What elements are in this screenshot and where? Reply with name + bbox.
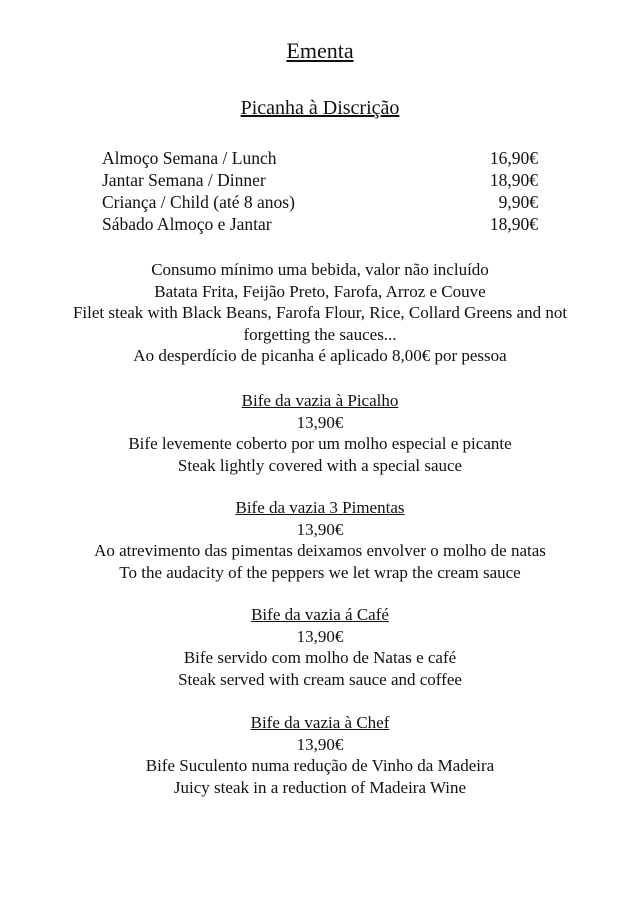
dish-desc-en: Steak served with cream sauce and coffee — [178, 669, 462, 689]
price-value: 18,90€ — [489, 214, 538, 234]
note-line: Ao desperdício de picanha é aplicado 8,00€ por pessoa — [133, 346, 507, 365]
dish-price: 13,90€ — [296, 519, 344, 539]
dish-desc-pt: Bife Suculento numa redução de Vinho da Madeira — [145, 756, 495, 775]
note-line: Batata Frita, Feijão Preto, Farofa, Arroz e Couve — [154, 281, 486, 301]
dish-item — [0, 390, 640, 476]
price-value: 18,90€ — [489, 170, 538, 190]
price-value: 9,90€ — [498, 192, 538, 212]
price-row — [102, 191, 538, 213]
dish-price: 13,90€ — [296, 734, 344, 754]
dish-name: Bife da vazia à Chef — [250, 713, 390, 732]
dish-item — [0, 604, 640, 690]
note-line: Consumo mínimo uma bebida, valor não incluído — [151, 260, 489, 279]
picanha-notes — [0, 259, 640, 367]
dish-name: Bife da vazia à Picalho — [241, 391, 399, 410]
price-label: Almoço Semana / Lunch — [102, 148, 277, 168]
dish-desc-en: Juicy steak in a reduction of Madeira Wine — [173, 777, 467, 797]
dish-price: 13,90€ — [296, 626, 344, 646]
price-row — [102, 213, 538, 235]
price-label: Sábado Almoço e Jantar — [102, 214, 272, 234]
price-label: Jantar Semana / Dinner — [102, 170, 266, 190]
dish-desc-pt: Bife servido com molho de Natas e café — [183, 648, 457, 667]
price-row — [102, 169, 538, 191]
menu-title: Ementa — [286, 38, 354, 63]
picanha-price-list — [102, 147, 538, 235]
price-value: 16,90€ — [489, 148, 538, 168]
dish-name: Bife da vazia 3 Pimentas — [235, 498, 405, 517]
dish-desc-en: Steak lightly covered with a special sauce — [177, 455, 463, 475]
price-row — [102, 147, 538, 169]
price-label: Criança / Child (até 8 anos) — [102, 192, 295, 212]
dish-name: Bife da vazia á Café — [251, 605, 389, 624]
dish-item — [0, 497, 640, 583]
note-line: forgetting the sauces... — [243, 324, 397, 344]
dish-item — [0, 712, 640, 798]
dish-desc-pt: Bife levemente coberto por um molho especial e picante — [128, 434, 512, 453]
dish-price: 13,90€ — [296, 412, 344, 432]
note-line: Filet steak with Black Beans, Farofa Flour, Rice, Collard Greens and not — [72, 303, 568, 322]
dish-desc-pt: Ao atrevimento das pimentas deixamos envolver o molho de natas — [94, 541, 546, 560]
picanha-heading: Picanha à Discrição — [240, 97, 400, 119]
dish-desc-en: To the audacity of the peppers we let wrap the cream sauce — [119, 562, 521, 582]
